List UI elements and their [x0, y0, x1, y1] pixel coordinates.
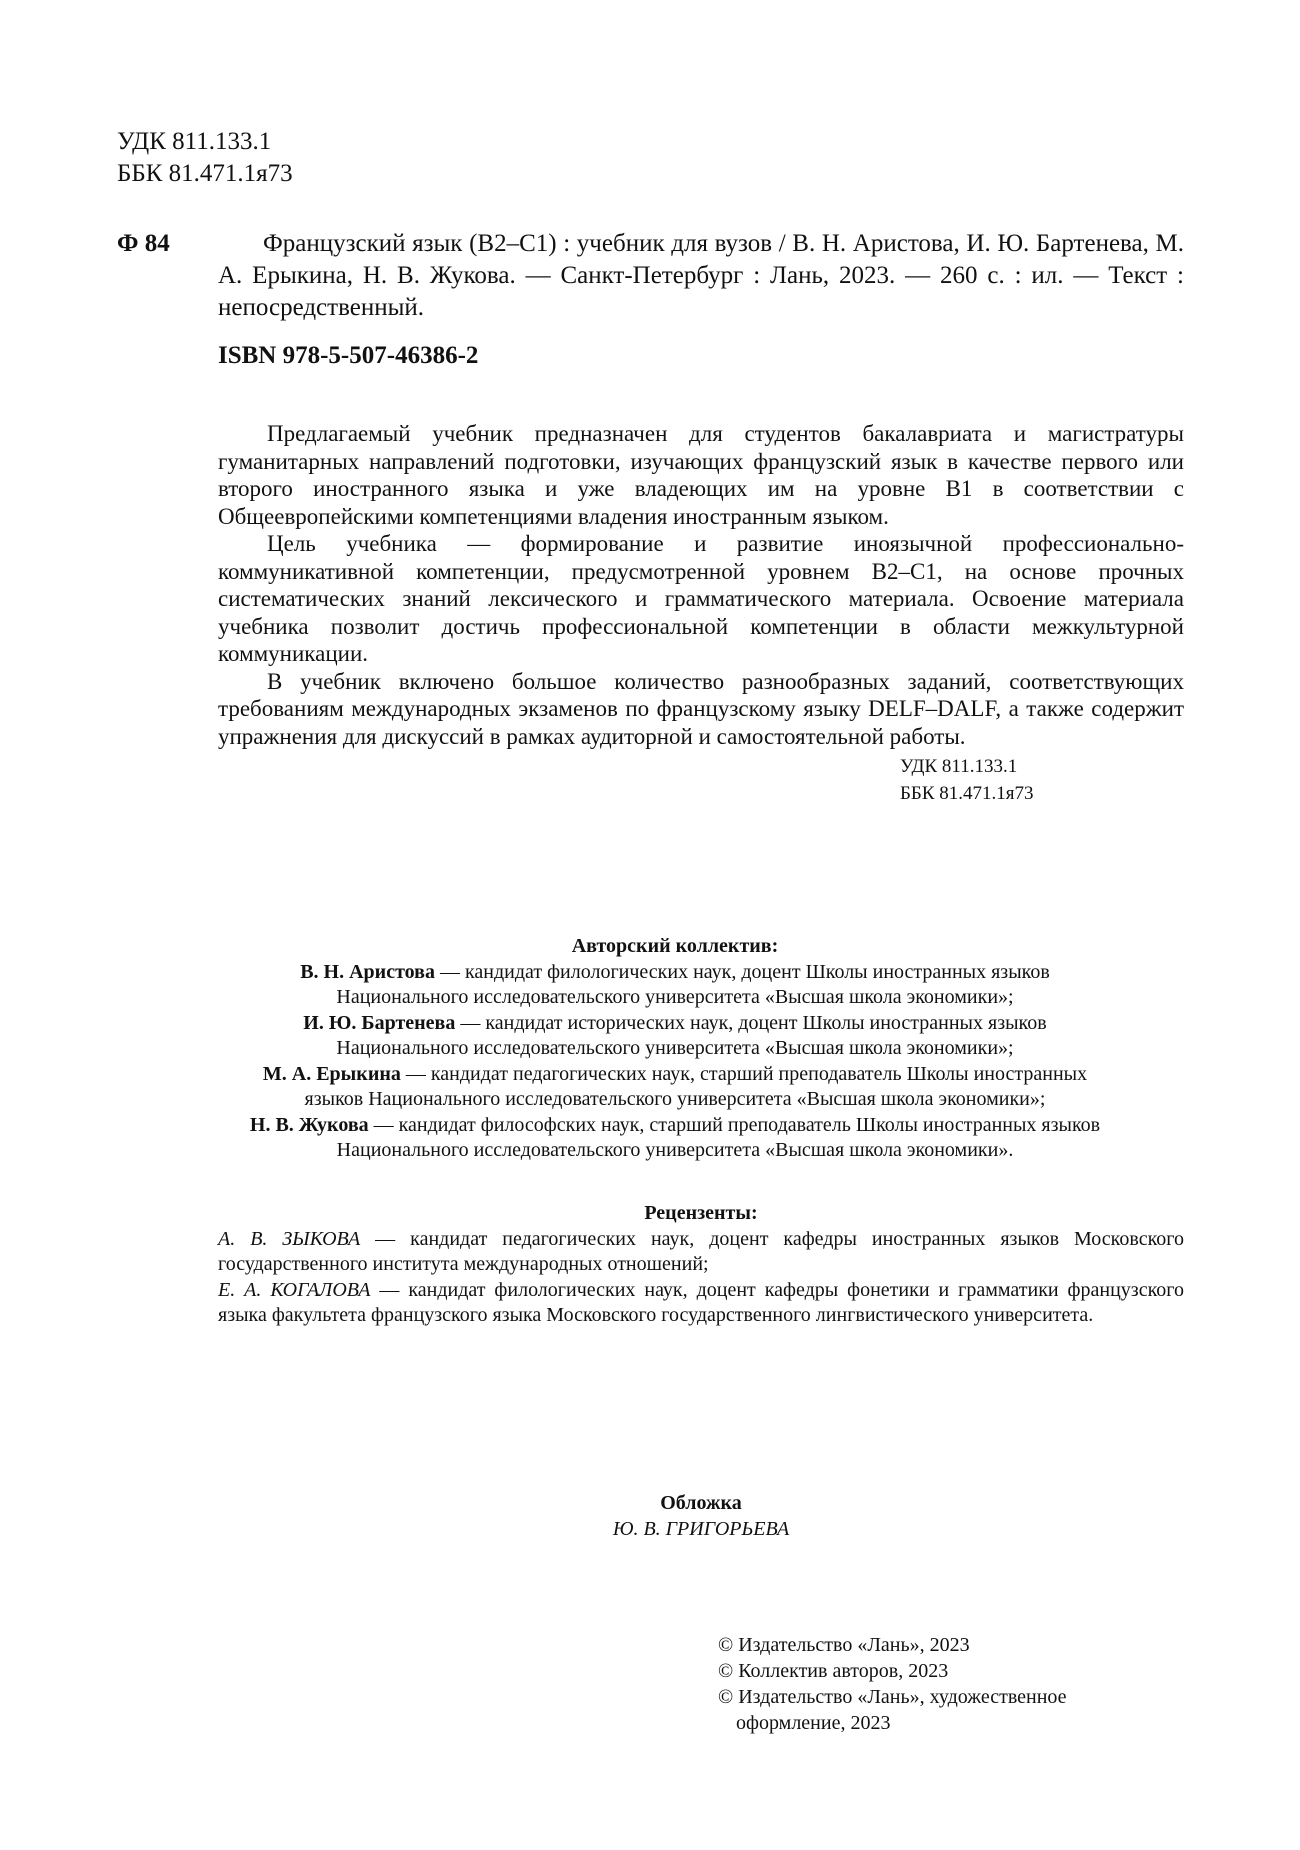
catalog-entry: Французский язык (B2–C1) : учебник для вузов / В. Н. Аристова, И. Ю. Бартенева, М. А. Ерыкина, Н. В. Жукова. — Санкт-Петербург : Лань, 2023. — 260 с. : ил. — Текст : непосредственный.: [218, 230, 1184, 321]
bbk-code: ББК 81.471.1я73: [117, 160, 293, 187]
cover-heading: Обложка: [660, 1492, 742, 1514]
reviewer-description: — кандидат филологических наук, доцент кафедры фонетики и грамматики французского языка факультета французского языка Московского государственного лингвистического университета.: [218, 1278, 1184, 1326]
author-name: М. А. Ерыкина: [262, 1062, 401, 1085]
author-description: — кандидат филологических наук, доцент Школы иностранных языков: [434, 960, 1050, 983]
udk-code: УДК 811.133.1: [117, 128, 272, 155]
author-entry: [150, 1011, 1200, 1037]
author-sign: Ф 84: [117, 230, 170, 257]
annotation: [218, 420, 1184, 750]
reviewer-name: А. В. ЗЫКОВА: [218, 1227, 361, 1250]
isbn: ISBN 978-5-507-46386-2: [218, 342, 479, 369]
author-affiliation: Национального исследовательского университета «Высшая школа экономики»;: [336, 986, 1014, 1008]
copyright-block: [718, 1632, 1067, 1736]
author-affiliation: Национального исследовательского университета «Высшая школа экономики»;: [336, 1037, 1014, 1059]
author-entry: [150, 1062, 1200, 1088]
annotation-paragraph: Предлагаемый учебник предназначен для студентов бакалавриата и магистратуры гуманитарных направлений подготовки, изучающих французский язык в качестве первого или второго иностранного языка и уже владеющих им на уровне B1 в соответствии с Общеевропейскими компетенциями владения иностранным языком.: [218, 421, 1184, 529]
reviewer-entry: [218, 1278, 1184, 1329]
classification-codes-top: [117, 126, 293, 190]
author-description: — кандидат педагогических наук, старший преподаватель Школы иностранных: [400, 1062, 1088, 1085]
author-description: — кандидат исторических наук, доцент Школы иностранных языков: [455, 1011, 1047, 1034]
annotation-paragraph: Цель учебника — формирование и развитие иноязычной профессионально-коммуникативной компетенции, предусмотренной уровнем B2–C1, на основе прочных систематических знаний лексического и грамматического материала. Освоение материала учебника позволит достичь профессиональной компетенции в области межкультурной коммуникации.: [218, 531, 1184, 666]
author-team-heading: Авторский коллектив:: [571, 935, 779, 957]
copyright-line: © Издательство «Лань», 2023: [718, 1634, 970, 1656]
annotation-paragraph: В учебник включено большое количество разнообразных заданий, соответствующих требованиям международных экзаменов по французскому языку DELF–DALF, а также содержит упражнения для дискуссий в рамках аудиторной и самостоятельной работы.: [218, 668, 1184, 749]
reviewer-name: Е. А. КОГАЛОВА: [218, 1278, 371, 1301]
author-name: И. Ю. Бартенева: [303, 1011, 456, 1034]
reviewers: [218, 1201, 1184, 1329]
reviewers-heading: Рецензенты:: [644, 1202, 758, 1224]
copyright-line: © Издательство «Лань», художественное: [718, 1686, 1067, 1708]
reviewer-entry: [218, 1227, 1184, 1278]
classification-codes-bottom: [900, 753, 1162, 807]
cover-designer: Ю. В. ГРИГОРЬЕВА: [612, 1518, 790, 1540]
author-description: — кандидат философских наук, старший преподаватель Школы иностранных языков: [368, 1113, 1101, 1136]
author-name: Н. В. Жукова: [249, 1113, 369, 1136]
author-entry: [150, 960, 1200, 986]
author-team: [150, 934, 1200, 1164]
author-name: В. Н. Аристова: [300, 960, 435, 983]
cover-credit: [218, 1490, 1184, 1542]
bbk-code: ББК 81.471.1я73: [900, 783, 1034, 804]
reviewer-description: — кандидат педагогических наук, доцент кафедры иностранных языков Московского государственного института международных отношений;: [218, 1227, 1184, 1275]
copyright-line: © Коллектив авторов, 2023: [718, 1660, 949, 1682]
author-affiliation: языков Национального исследовательского университета «Высшая школа экономики»;: [304, 1088, 1046, 1110]
author-entry: [150, 1113, 1200, 1139]
copyright-line: оформление, 2023: [736, 1712, 891, 1734]
udk-code: УДК 811.133.1: [900, 756, 1018, 777]
author-affiliation: Национального исследовательского университета «Высшая школа экономики».: [336, 1139, 1014, 1161]
